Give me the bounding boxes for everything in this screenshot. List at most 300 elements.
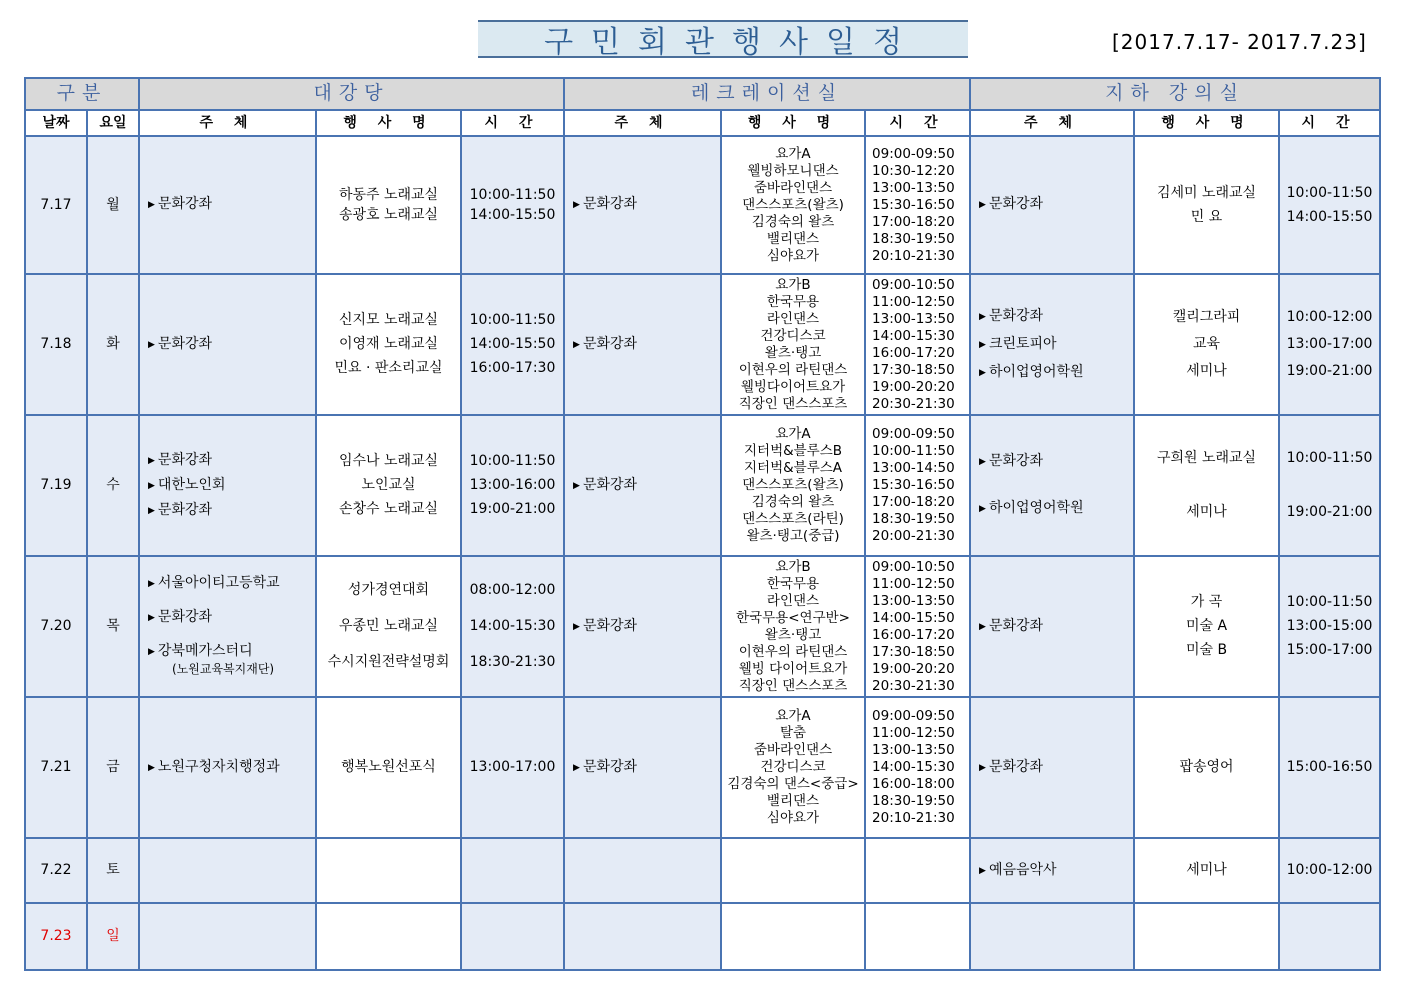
cell-line: 20:30-21:30 [872,395,955,412]
cell-line: 신지모 노래교실 [338,312,439,328]
cell-line: 김세미 노래교실 [1156,184,1257,201]
org-item [979,196,1133,214]
cell-line: 웰빙하모니댄스 [747,162,839,179]
cell-line [1135,477,1278,494]
org-name: 하이업영어학원 [988,500,1084,516]
date-cell: 7.22 [25,838,87,903]
col-header-b-org: 주 체 [970,110,1134,136]
triangle-right-icon: ▶ [573,480,580,491]
hall-org-cell [139,415,316,556]
cell-line: 수시지원전략설명회 [327,654,450,670]
cell-line: 08:00-12:00 [469,582,556,598]
cell-lines [1135,594,1278,659]
cell-lines [1135,450,1278,521]
cell-lines [722,559,864,695]
cell-line: 10:00-12:00 [1286,309,1373,325]
org-item [979,453,1133,471]
cell-line: 웰빙 다이어트요가 [738,660,848,677]
weekday-cell: 금 [87,697,139,838]
triangle-right-icon: ▶ [979,504,986,514]
cell-line: 10:00-11:50 [1286,184,1373,201]
rec-time-cell [865,556,970,697]
date-cell: 7.23 [25,903,87,970]
cell-line: 탈춤 [779,725,807,741]
basement-org-cell [970,415,1134,556]
cell-lines [866,708,969,827]
triangle-right-icon: ▶ [148,762,155,773]
cell-lines [1280,862,1379,879]
cell-line: 14:00-15:30 [872,759,955,775]
weekday-cell: 화 [87,274,139,415]
cell-line: 15:30-16:50 [872,477,955,493]
cell-line: 14:00-15:30 [872,327,955,344]
rec-event-cell [721,274,865,415]
basement-time-cell [1279,274,1380,415]
cell-lines [866,277,969,413]
org-name: 문화강좌 [157,335,213,352]
cell-line: 김경숙의 왈츠 [751,494,835,510]
cell-line: 13:00-13:50 [872,592,955,609]
cell-line: 13:00-16:00 [469,477,556,493]
org-item [979,364,1133,382]
cell-line: 이현우의 라틴댄스 [738,643,848,660]
org-name: 문화강좌 [988,196,1044,212]
cell-line: 왈츠·탱고(중급) [746,528,840,544]
org-name: 문화강좌 [157,451,213,468]
cell-line: 19:00-21:00 [1286,363,1373,379]
org-name: 예음음악사 [988,861,1057,878]
org-list [971,308,1133,382]
cell-line: 하동주 노래교실 [338,186,439,203]
cell-line: 09:00-09:50 [872,708,955,724]
rec-time-cell [865,274,970,415]
cell-line: 이영재 노래교실 [338,336,439,352]
cell-line: 한국무용<연구반> [736,609,850,626]
org-item [573,196,720,214]
table-row [25,838,1380,903]
cell-line: 15:30-16:50 [872,196,955,213]
org-name: 문화강좌 [582,758,638,775]
rec-org-cell [564,903,721,970]
cell-line: 세미나 [1186,862,1227,878]
cell-lines [722,426,864,545]
cell-line: 우종민 노래교실 [338,618,439,634]
cell-line: 성가경연대회 [347,582,430,598]
cell-lines [1280,309,1379,380]
cell-lines [317,759,460,776]
cell-line: 직장인 댄스스포츠 [738,395,848,412]
cell-line: 한국무용 [766,575,820,592]
cell-line: 라인댄스 [766,310,820,327]
basement-org-cell [970,274,1134,415]
org-name: 서울아이티고등학교 [157,575,280,591]
date-cell: 7.17 [25,136,87,274]
cell-lines [1135,309,1278,380]
basement-org-cell [970,136,1134,274]
rec-time-cell [865,415,970,556]
cell-line: 김경숙의 왈츠 [751,213,835,230]
cell-line: 댄스스포츠(왈츠) [742,477,844,493]
cell-line: 18:30-19:50 [872,511,955,527]
cell-line: 14:00-15:30 [469,618,556,634]
cell-lines [462,187,563,224]
cell-line: 13:00-13:50 [872,179,955,196]
cell-line: 16:00-17:20 [872,344,955,361]
cell-line: 댄스스포츠(왈츠) [742,196,844,213]
triangle-right-icon: ▶ [148,200,155,210]
rec-org-cell [564,415,721,556]
org-name: 문화강좌 [582,196,638,212]
cell-line: 11:00-12:50 [872,575,955,592]
cell-line: 손창수 노래교실 [338,501,439,517]
cell-line: 10:30-12:20 [872,162,955,179]
cell-lines [317,312,460,377]
org-item [979,618,1133,636]
triangle-right-icon: ▶ [148,339,155,350]
weekday-cell: 목 [87,556,139,697]
basement-event-cell [1134,415,1279,556]
cell-lines [462,582,563,671]
org-name: 문화강좌 [988,758,1044,775]
cell-line: 팝송영어 [1179,759,1234,775]
triangle-right-icon: ▶ [979,200,986,210]
triangle-right-icon: ▶ [979,367,986,378]
cell-line: 19:00-21:00 [1286,504,1373,520]
cell-line: 미술 A [1185,618,1228,634]
date-range: [2017.7.17- 2017.7.23] [1112,30,1367,54]
cell-line: 16:00-17:30 [469,360,556,376]
cell-lines [1280,185,1379,226]
col-header-rec-org: 주 체 [564,110,721,136]
org-name: 문화강좌 [582,476,638,493]
cell-line: 10:00-11:50 [469,453,556,469]
date-cell: 7.20 [25,556,87,697]
cell-line: 웰빙다이어트요가 [740,378,846,395]
org-list [140,452,315,520]
cell-line: 송광호 노래교실 [338,206,439,223]
header-row-sections [25,78,1380,110]
cell-line: 17:00-18:20 [872,213,955,230]
cell-lines [1135,862,1278,879]
org-item [148,575,315,593]
table-row [25,415,1380,556]
cell-line: 17:30-18:50 [872,643,955,660]
cell-line: 세미나 [1186,363,1227,379]
org-item [573,759,720,777]
hall-org-cell [139,903,316,970]
cell-lines [1135,185,1278,226]
cell-line: 10:00-11:50 [469,186,556,203]
hall-event-cell [316,415,461,556]
cell-line: 14:00-15:50 [469,336,556,352]
cell-line: 16:00-18:00 [872,776,955,792]
cell-line: 20:10-21:30 [872,810,955,826]
cell-line: 요가A [775,708,811,724]
cell-line: 17:00-18:20 [872,494,955,510]
basement-time-cell [1279,415,1380,556]
hall-org-cell [139,838,316,903]
cell-line: 지터벅&블루스B [743,443,843,459]
rec-org-cell [564,838,721,903]
triangle-right-icon: ▶ [979,339,986,350]
hall-org-cell [139,136,316,274]
cell-lines [866,146,969,265]
cell-line: 왈츠·탱고 [764,626,822,643]
date-cell: 7.18 [25,274,87,415]
org-list [140,759,315,777]
hall-time-cell [461,274,564,415]
basement-org-cell [970,697,1134,838]
cell-line: 11:00-12:50 [872,293,955,310]
org-list [565,618,720,636]
cell-line: 16:00-17:20 [872,626,955,643]
org-name: 문화강좌 [157,609,213,625]
cell-line: 13:00-15:00 [1286,618,1373,634]
org-item [979,500,1133,518]
cell-line: 심야요가 [766,810,820,826]
org-list [565,336,720,354]
basement-event-cell [1134,697,1279,838]
rec-event-cell [721,136,865,274]
cell-line: 임수나 노래교실 [338,453,439,469]
triangle-right-icon: ▶ [573,762,580,773]
cell-line: 13:00-13:50 [872,742,955,758]
basement-event-cell [1134,838,1279,903]
header-category: 구분 [25,78,139,110]
hall-time-cell [461,903,564,970]
cell-line: 캘리그라피 [1172,309,1241,325]
org-name: 하이업영어학원 [988,363,1084,380]
org-item [148,336,315,354]
col-header-hall-time: 시 간 [461,110,564,136]
basement-event-cell [1134,903,1279,970]
basement-event-cell [1134,136,1279,274]
triangle-right-icon: ▶ [148,647,155,657]
cell-line: 건강디스코 [760,759,826,775]
org-name: 문화강좌 [157,196,213,212]
org-list [565,759,720,777]
hall-event-cell [316,697,461,838]
org-name: 강북메가스터디 [157,643,253,659]
cell-line: 이현우의 라틴댄스 [738,361,848,378]
cell-line: 11:00-12:50 [872,725,955,741]
cell-line: 19:00-20:20 [872,378,955,395]
cell-line: 가 곡 [1190,594,1223,610]
triangle-right-icon: ▶ [148,480,155,491]
col-header-weekday: 요일 [87,110,139,136]
org-item [979,308,1133,326]
basement-event-cell [1134,274,1279,415]
org-list [971,196,1133,214]
rec-time-cell [865,136,970,274]
cell-lines [317,453,460,518]
org-list [971,453,1133,518]
cell-line: 09:00-09:50 [872,145,955,162]
cell-line: 10:00-11:50 [1286,450,1373,466]
header-row-columns [25,110,1380,136]
org-list [565,477,720,495]
cell-line: 민 요 [1190,208,1223,225]
org-name: 문화강좌 [582,617,638,634]
header-hall: 대강당 [139,78,564,110]
org-item [573,618,720,636]
org-item [979,759,1133,777]
table-row [25,274,1380,415]
hall-event-cell [316,903,461,970]
cell-line: 10:00-11:50 [469,312,556,328]
cell-line: 구희원 노래교실 [1156,450,1257,466]
cell-line: 건강디스코 [760,327,826,344]
cell-lines [1280,450,1379,521]
cell-line: 밸리댄스 [766,230,820,247]
basement-time-cell [1279,838,1380,903]
org-item [148,609,315,627]
org-name: 문화강좌 [157,501,213,518]
cell-line: 심야요가 [766,247,820,264]
cell-lines [722,708,864,827]
cell-lines [462,312,563,377]
cell-line: 요가A [775,145,811,162]
cell-line: 줌바라인댄스 [753,742,833,758]
cell-line: 민요 · 판소리교실 [334,360,443,376]
cell-line: 13:00-13:50 [872,310,955,327]
rec-time-cell [865,838,970,903]
org-item [573,336,720,354]
triangle-right-icon: ▶ [148,579,155,589]
triangle-right-icon: ▶ [979,457,986,467]
col-header-b-event: 행 사 명 [1134,110,1279,136]
rec-event-cell [721,903,865,970]
schedule-table [24,77,1381,971]
cell-lines [1280,594,1379,659]
hall-time-cell [461,556,564,697]
cell-line: 요가B [775,558,811,575]
table-row [25,697,1380,838]
cell-line: 09:00-10:50 [872,558,955,575]
org-name: 문화강좌 [988,617,1044,634]
cell-lines [1135,759,1278,776]
cell-lines [462,453,563,518]
org-item [148,502,315,520]
cell-line: 10:00-11:50 [1286,594,1373,610]
table-row [25,556,1380,697]
cell-line: 18:30-19:50 [872,230,955,247]
triangle-right-icon: ▶ [573,200,580,210]
rec-org-cell [564,136,721,274]
cell-line: 요가A [775,426,811,442]
cell-line: 09:00-09:50 [872,426,955,442]
cell-line: 15:00-17:00 [1286,642,1373,658]
basement-time-cell [1279,903,1380,970]
hall-org-cell [139,274,316,415]
cell-lines [866,559,969,695]
triangle-right-icon: ▶ [573,621,580,632]
triangle-right-icon: ▶ [979,865,986,876]
org-item [979,336,1133,354]
cell-line: 13:00-14:50 [872,460,955,476]
org-item [148,759,315,777]
basement-org-cell [970,838,1134,903]
triangle-right-icon: ▶ [148,613,155,623]
rec-event-cell [721,838,865,903]
cell-line: 요가B [775,276,811,293]
weekday-cell: 토 [87,838,139,903]
header-basement: 지하 강의실 [970,78,1380,110]
cell-line: 19:00-21:00 [469,501,556,517]
org-item [573,477,720,495]
basement-time-cell [1279,136,1380,274]
cell-line: 직장인 댄스스포츠 [738,677,848,694]
org-name: 문화강좌 [988,453,1044,469]
cell-line: 10:00-11:50 [872,443,955,459]
hall-event-cell [316,136,461,274]
cell-line: 09:00-10:50 [872,276,955,293]
weekday-cell: 월 [87,136,139,274]
hall-time-cell [461,136,564,274]
cell-line: 교육 [1192,336,1221,352]
cell-line: 13:00-17:00 [1286,336,1373,352]
title-bar [478,20,968,58]
rec-time-cell [865,697,970,838]
org-item [148,452,315,470]
org-item [979,862,1133,880]
org-item [148,643,315,661]
cell-lines [722,277,864,413]
basement-org-cell [970,556,1134,697]
org-note: (노원교육복지재단) [172,662,275,676]
cell-line: 10:00-12:00 [1286,862,1373,878]
cell-line: 왈츠·탱고 [764,344,822,361]
cell-lines [462,759,563,776]
cell-line: 20:00-21:30 [872,528,955,544]
org-name: 크린토피아 [988,335,1057,352]
cell-line: 13:00-17:00 [469,759,556,775]
rec-event-cell [721,556,865,697]
col-header-rec-time: 시 간 [865,110,970,136]
basement-event-cell [1134,556,1279,697]
col-header-hall-event: 행 사 명 [316,110,461,136]
cell-line: 15:00-16:50 [1286,759,1373,775]
cell-lines [1280,759,1379,776]
cell-line: 20:10-21:30 [872,247,955,264]
org-list [971,759,1133,777]
rec-time-cell [865,903,970,970]
hall-event-cell [316,556,461,697]
weekday-cell: 수 [87,415,139,556]
cell-line: 20:30-21:30 [872,677,955,694]
cell-line: 밸리댄스 [766,793,820,809]
org-item [148,477,315,495]
date-cell: 7.19 [25,415,87,556]
rec-org-cell [564,274,721,415]
cell-line: 김경숙의 댄스<중급> [727,776,859,792]
triangle-right-icon: ▶ [573,339,580,350]
cell-line: 한국무용 [766,293,820,310]
cell-line: 18:30-19:50 [872,793,955,809]
basement-org-cell [970,903,1134,970]
org-list [971,618,1133,636]
basement-time-cell [1279,697,1380,838]
cell-line: 14:00-15:50 [872,609,955,626]
col-header-b-time: 시 간 [1279,110,1380,136]
rec-event-cell [721,697,865,838]
cell-lines [317,582,460,671]
date-cell: 7.21 [25,697,87,838]
col-header-date: 날짜 [25,110,87,136]
org-item [148,196,315,214]
org-name: 문화강좌 [582,335,638,352]
cell-line: 18:30-21:30 [469,654,556,670]
